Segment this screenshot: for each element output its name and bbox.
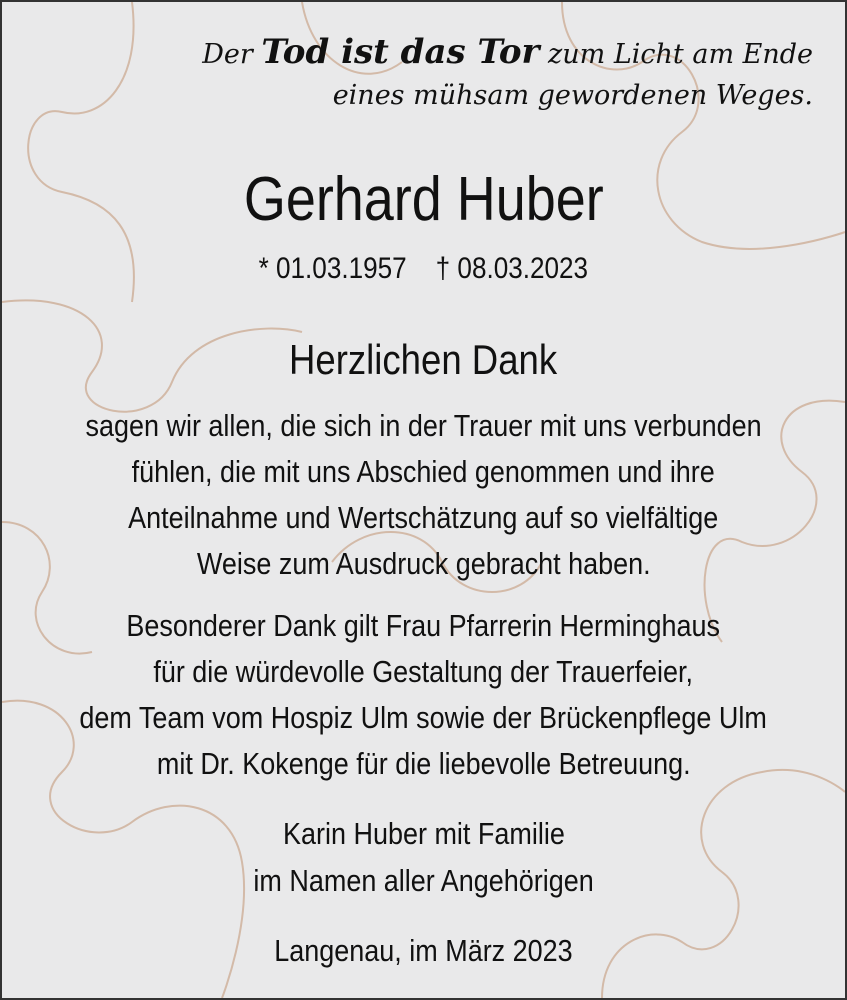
quote-word: zum Licht am Ende [548,39,813,70]
paragraph-line: sagen wir allen, die sich in der Trauer mit uns verbunden [85,408,762,443]
paragraph-line: mit Dr. Kokenge für die liebevolle Betreuung. [156,746,691,781]
paragraph-line: Weise zum Ausdruck gebracht haben. [196,546,651,581]
paragraph-line: Besonderer Dank gilt Frau Pfarrerin Herminghaus [126,608,721,643]
place-date: Langenau, im März 2023 [274,933,573,968]
quote-line-2: eines mühsam gewordenen Weges. [332,80,813,111]
paragraph-line: für die würdevolle Gestaltung der Trauerfeier, [153,654,694,689]
quote-emphasis: Tod ist das Tor [261,32,540,72]
paragraph-line: Anteilnahme und Wertschätzung auf so vielfältige [128,500,719,535]
signature-line: im Namen aller Angehörigen [253,863,594,898]
life-dates [2,252,845,286]
quote-word: Der [202,39,253,70]
quote-line-1 [202,32,813,72]
thanks-heading: Herzlichen Dank [289,336,558,383]
paragraph-line: fühlen, die mit uns Abschied genommen und ihre [131,454,716,489]
deceased-name: Gerhard Huber [243,165,604,234]
death-date: † 08.03.2023 [435,252,589,285]
birth-date: * 01.03.1957 [258,252,407,285]
paragraph-line: dem Team vom Hospiz Ulm sowie der Brückenpflege Ulm [79,700,768,735]
signature-line: Karin Huber mit Familie [282,816,565,851]
